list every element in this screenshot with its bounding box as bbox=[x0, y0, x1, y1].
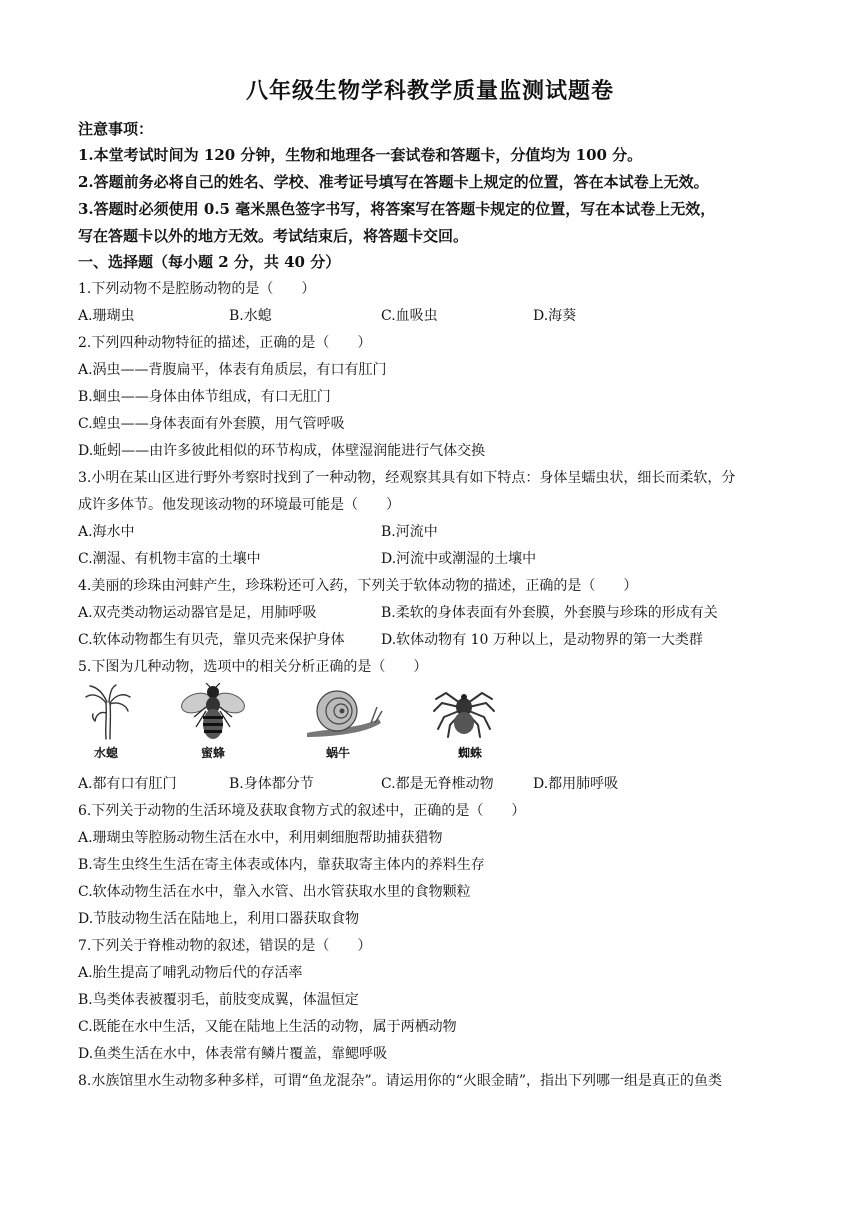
q5-option-c: C.都是无脊椎动物 bbox=[381, 776, 494, 792]
figure-label-snail: 蜗牛 bbox=[326, 746, 351, 760]
bee-figure bbox=[180, 683, 246, 741]
q7-option-c: C.既能在水中生活，又能在陆地上生活的动物，属于两栖动物 bbox=[78, 1019, 457, 1035]
q5-option-d: D.都用肺呼吸 bbox=[533, 776, 619, 792]
q3-stem-line1: 3.小明在某山区进行野外考察时找到了一种动物，经观察其具有如下特点：身体呈蠕虫状，细长而柔软，分 bbox=[78, 470, 736, 486]
spider-figure bbox=[432, 683, 496, 741]
figure-label-hydra: 水螅 bbox=[94, 746, 119, 760]
q7-option-a: A.胎生提高了哺乳动物后代的存活率 bbox=[78, 965, 303, 981]
q6-option-b: B.寄生虫终生生活在寄主体表或体内，靠获取寄主体内的养料生存 bbox=[78, 857, 485, 873]
q2-option-a: A.涡虫——背腹扁平，体表有角质层，有口有肛门 bbox=[78, 362, 387, 378]
q3-option-d: D.河流中或潮湿的土壤中 bbox=[381, 551, 537, 567]
q4-option-c: C.软体动物都生有贝壳，靠贝壳来保护身体 bbox=[78, 632, 345, 648]
q7-stem: 7.下列关于脊椎动物的叙述，错误的是（ ） bbox=[78, 938, 372, 954]
q3-option-c: C.潮湿、有机物丰富的土壤中 bbox=[78, 551, 261, 567]
snail-figure bbox=[303, 683, 383, 741]
q4-option-a: A.双壳类动物运动器官是足，用肺呼吸 bbox=[78, 605, 317, 621]
q6-option-c: C.软体动物生活在水中，靠入水管、出水管获取水里的食物颗粒 bbox=[78, 884, 471, 900]
q3-stem-line2: 成许多体节。他发现该动物的环境最可能是（ ） bbox=[78, 497, 400, 513]
q4-stem: 4.美丽的珍珠由河蚌产生，珍珠粉还可入药，下列关于软体动物的描述，正确的是（ ） bbox=[78, 578, 638, 594]
q2-stem: 2.下列四种动物特征的描述，正确的是（ ） bbox=[78, 335, 372, 351]
figure-label-bee: 蜜蜂 bbox=[201, 746, 226, 760]
q3-option-b: B.河流中 bbox=[381, 524, 438, 540]
page-title: 八年级生物学科教学质量监测试题卷 bbox=[245, 78, 614, 104]
notice-heading: 注意事项： bbox=[78, 120, 154, 138]
q1-option-c: C.血吸虫 bbox=[381, 308, 438, 324]
q2-option-d: D.蚯蚓——由许多彼此相似的环节构成，体壁湿润能进行气体交换 bbox=[78, 443, 486, 459]
q8-stem: 8.水族馆里水生动物多种多样，可谓“鱼龙混杂”。请运用你的“火眼金睛”，指出下列哪一组是真正的鱼类 bbox=[78, 1073, 722, 1089]
q6-option-d: D.节肢动物生活在陆地上，利用口器获取食物 bbox=[78, 911, 360, 927]
snail-icon bbox=[303, 683, 383, 741]
hydra-figure bbox=[82, 683, 134, 741]
q2-option-c: C.蝗虫——身体表面有外套膜，用气管呼吸 bbox=[78, 416, 345, 432]
q5-stem: 5.下图为几种动物，选项中的相关分析正确的是（ ） bbox=[78, 659, 428, 675]
notice-item-2: 2.答题前务必将自己的姓名、学校、准考证号填写在答题卡上规定的位置，答在本试卷上无效。 bbox=[78, 173, 709, 191]
q5-option-a: A.都有口有肛门 bbox=[78, 776, 177, 792]
q6-option-a: A.珊瑚虫等腔肠动物生活在水中，利用刺细胞帮助捕获猎物 bbox=[78, 830, 443, 846]
q7-option-b: B.鸟类体表被覆羽毛，前肢变成翼，体温恒定 bbox=[78, 992, 359, 1008]
q7-option-d: D.鱼类生活在水中，体表常有鳞片覆盖，靠鳃呼吸 bbox=[78, 1046, 388, 1062]
q1-option-a: A.珊瑚虫 bbox=[78, 308, 135, 324]
notice-item-3: 3.答题时必须使用 0.5 毫米黑色签字书写，将答案写在答题卡规定的位置，写在本试卷上无效， bbox=[78, 200, 716, 218]
section-heading: 一、选择题（每小题 2 分，共 40 分） bbox=[78, 253, 341, 271]
bee-icon bbox=[180, 683, 246, 741]
q4-option-d: D.软体动物有 10 万种以上，是动物界的第一大类群 bbox=[381, 632, 703, 648]
q3-option-a: A.海水中 bbox=[78, 524, 135, 540]
notice-item-1: 1.本堂考试时间为 120 分钟，生物和地理各一套试卷和答题卡，分值均为 100 分。 bbox=[78, 146, 643, 164]
figure-label-spider: 蜘蛛 bbox=[458, 746, 483, 760]
hydra-icon bbox=[82, 683, 134, 741]
spider-icon bbox=[432, 683, 496, 741]
q1-option-b: B.水螅 bbox=[229, 308, 272, 324]
q1-option-d: D.海葵 bbox=[533, 308, 577, 324]
q5-option-b: B.身体都分节 bbox=[229, 776, 314, 792]
notice-item-3-cont: 写在答题卡以外的地方无效。考试结束后，将答题卡交回。 bbox=[78, 227, 469, 245]
q1-stem: 1.下列动物不是腔肠动物的是（ ） bbox=[78, 281, 316, 297]
q6-stem: 6.下列关于动物的生活环境及获取食物方式的叙述中，正确的是（ ） bbox=[78, 803, 526, 819]
q4-option-b: B.柔软的身体表面有外套膜，外套膜与珍珠的形成有关 bbox=[381, 605, 718, 621]
q2-option-b: B.蛔虫——身体由体节组成，有口无肛门 bbox=[78, 389, 331, 405]
